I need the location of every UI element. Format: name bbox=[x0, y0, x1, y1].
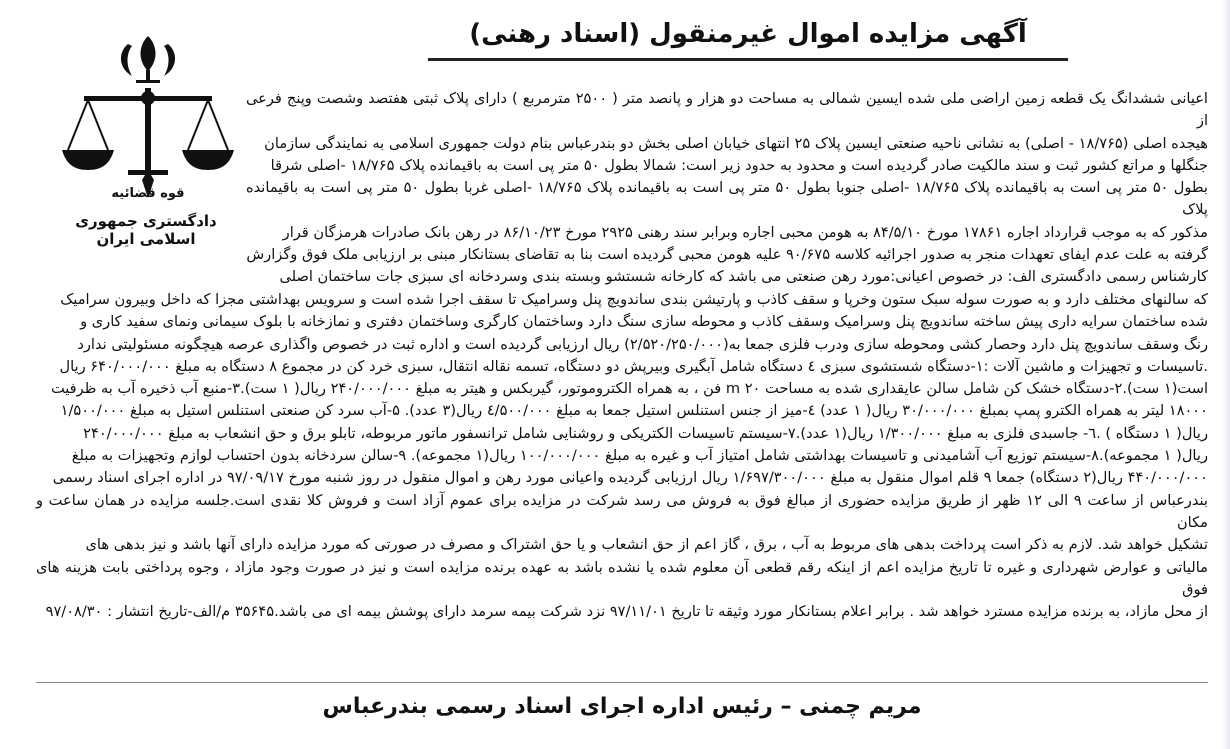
body-line: مذکور که به موجب قرارداد اجاره ۱۷۸۶۱ مورخ ۸۴/۵/۱۰ به هومن محبی اجاره وبرابر سند رهنی ۲۹۲۵ مورخ ۸۶/۱۰/۲۳ در رهن بانک صادرات هرمزگان قرار bbox=[282, 223, 1208, 241]
notice-body-main bbox=[36, 289, 1208, 623]
scales-of-justice-icon bbox=[48, 30, 248, 200]
body-line: گرفته به علت عدم ایفای تعهدات منجر به صدور اجرائیه کلاسه ۹۰/۶۷۵ علیه هومن محبی گردیده است بنا به تقاضای بستانکار مبنی بر ارزیابی ملک فوق وگزارش bbox=[246, 246, 1208, 264]
body-line: ۱۸۰۰۰ لیتر به همراه الکترو پمپ بمبلغ ۳۰/۰۰۰/۰۰۰ ریال( ۱ عدد) ٤-میز از جنس استنلس استیل جمعا به مبلغ ٤/۵۰۰/۰۰۰ ریال(۳ عدد). ۵-آب سرد کن صنعتی استنلس استیل به مبلغ ۱/۵۰۰/۰۰۰ bbox=[60, 402, 1208, 420]
signature-divider bbox=[36, 682, 1208, 683]
body-line: .تاسیسات و تجهیزات و ماشین آلات :۱-دستگاه شستشوی سبزی ٤ دستگاه شامل آبگیری وبیرپش دو دستگاه، تسمه نقاله انتقال، سبزی خرد کن در مجموع ۸ دستگاه به مبلغ ۶۴۰/۰۰۰/۰۰۰ ریال bbox=[59, 357, 1208, 375]
body-line: ریال( ۱ مجموعه).۸-سیستم توزیع آب آشامیدنی و تاسیسات بهداشتی شامل امتیاز آب و غیره به مبلغ ۱۰۰/۰۰۰/۰۰۰ ریال(۱ مجموعه). ۹-سالن سردخانه بدون احتساب لوازم وتجهیزات به مبلغ bbox=[71, 447, 1208, 465]
body-line: تشکیل خواهد شد. لازم به ذکر است پرداخت بدهی های مربوط به آب ، برق ، گاز اعم از حق انشعاب و یا حق اشتراک و مصرف در صورتی که مورد مزایده دارای آنها باشد و نیز بدهی های bbox=[85, 536, 1208, 554]
body-line: اعیانی ششدانگ یک قطعه زمین اراضی ملی شده ایسین شمالی به مساحت دو هزار و پانصد متر ( ۲۵۰۰ مترمربع ) دارای پلاک ثبتی هفتصد وشصت وپنج فرعی از bbox=[246, 90, 1208, 130]
body-line: ۴۴۰/۰۰۰/۰۰۰ ریال(۲ دستگاه) جمعا ۹ قلم اموال منقول به مبلغ ۱/۶۹۷/۳۰۰/۰۰۰ ریال ارزیابی گردیده واعیانی مورد رهن و اموال منقول در روز شنبه مورخ ۹۷/۰۹/۱۷ در اداره اجرای اسناد رسمی bbox=[52, 469, 1208, 487]
emblem-caption-justice-department: دادگستری جمهوری اسلامی ایران bbox=[75, 212, 217, 248]
body-line: ریال( ۱ دستگاه ) .٦- جاسبدی فلزی به مبلغ ۱/۳۰۰/۰۰۰ ریال(۱ عدد).۷-سیستم تاسیسات الکتریکی و روشنایی شامل ترانسفور ماتور مربوطه، تابلو برق و حق انشعاب به مبلغ ۲۴۰/۰۰۰/۰۰۰ bbox=[83, 424, 1208, 442]
signature-line: مریم چمنی – رئیس اداره اجرای اسناد رسمی بندرعباس bbox=[322, 694, 922, 719]
title-underline bbox=[428, 58, 1068, 61]
page-edge bbox=[1222, 0, 1230, 749]
body-line: مالیاتی و عوارض شهرداری و غیره تا تاریخ مزایده اعم از اینکه رقم قطعی آن معلوم شده یا نشده باشد به عهده برنده مزایده است و نیز در صورت وجود مازاد ، وجوه پرداختی بابت هزینه های فوق bbox=[36, 558, 1208, 598]
body-line: شده ساختمان سرایه داری پیش ساخته ساندویچ پنل وسرامیک وسقف کاذب و محوطه سازی سنگ دارد وساختمان کارگری وساختمان دفتری و نمازخانه با بلوک سیمانی ونمای سفید کاری و bbox=[80, 313, 1208, 331]
notice-body-intro bbox=[246, 88, 1208, 289]
body-line: جنگلها و مراتع کشور ثبت و سند مالکیت صادر گردیده است و محدود به حدود زیر است: شمالا بطول ۵۰ متر پی است به باقیمانده پلاک ۱۸/۷۶۵ -اصلی شرقا bbox=[270, 156, 1208, 174]
auction-notice bbox=[8, 6, 1218, 742]
body-line: است(۱ ست).۲-دستگاه خشک کن شامل سالن عایقداری شده به مساحت ۲۰ m فن ، به همراه الکتروموتور، گیربکس و هیتر به مبلغ ۲۴۰/۰۰۰/۰۰۰ ریال( ۱ ست).۳-منبع آب ذخیره آب به ظرفیت bbox=[50, 380, 1208, 398]
body-line: از محل مازاد، به برنده مزایده مسترد خواهد شد . برابر اعلام بستانکار مورد وثیقه تا تاریخ ۹۷/۱۱/۰۱ نزد شرکت بیمه سرمد دارای پوشش بیمه ای می باشد.۳۵۶۴۵ م/الف-تاریخ انتشار : ۹۷/۰۸/۳۰ bbox=[45, 603, 1208, 621]
emblem-caption-judiciary: قوه قضائیه bbox=[111, 186, 185, 201]
body-line: که سالنهای مختلف دارد و به صورت سوله سبک ستون وخرپا و سقف کاذب و پارتیشن بندی ساندویچ پنل وسرامیک تا سقف اجرا شده است و سرویس بهداشتی مجزا که داخل وبیرون سرامیک bbox=[60, 291, 1208, 308]
body-line: هیجده اصلی (۱۸/۷۶۵ - اصلی) به نشانی ناحیه صنعتی ایسین پلاک ۲۵ انتهای خیابان اصلی بخش دو بندرعباس بنام دولت جمهوری اسلامی به نمایندگی سازمان bbox=[264, 134, 1208, 152]
body-line: بندرعباس از ساعت ۹ الی ۱۲ ظهر از طریق مزایده حضوری از مبالغ فوق به فروش می رسد شرکت در مزایده برای عموم آزاد است و فروش کلا نقدی است.جلسه مزایده در همان ساعت و مکان bbox=[36, 491, 1208, 531]
notice-title-bar bbox=[428, 14, 1068, 54]
body-line: رنگ وسقف ساندویچ پنل دارد وحصار کشی ومحوطه سازی ودرب فلزی جمعا به(۲/۵۲۰/۲۵۰/۰۰۰) ریال ارزیابی گردیده است و اداره ثبت در خصوص واگذاری عرصه هیچگونه مسئولیتی ندارد bbox=[77, 335, 1208, 353]
body-line: بطول ۵۰ متر پی است به باقیمانده پلاک ۱۸/۷۶۵ -اصلی جنوبا بطول ۵۰ متر پی است به باقیمانده پلاک ۱۸/۷۶۵ -اصلی غربا بطول ۵۰ متر پی است به باقیمانده پلاک bbox=[246, 179, 1208, 219]
body-line: کارشناس رسمی دادگستری الف: در خصوص اعیانی:مورد رهن صنعتی می باشد که کارخانه شستشو وبسته بندی وسردخانه ای سبزی جات ساختمان اصلی bbox=[279, 268, 1208, 286]
notice-title: آگهی مزایده اموال غیرمنقول (اسناد رهنی) bbox=[469, 19, 1027, 49]
